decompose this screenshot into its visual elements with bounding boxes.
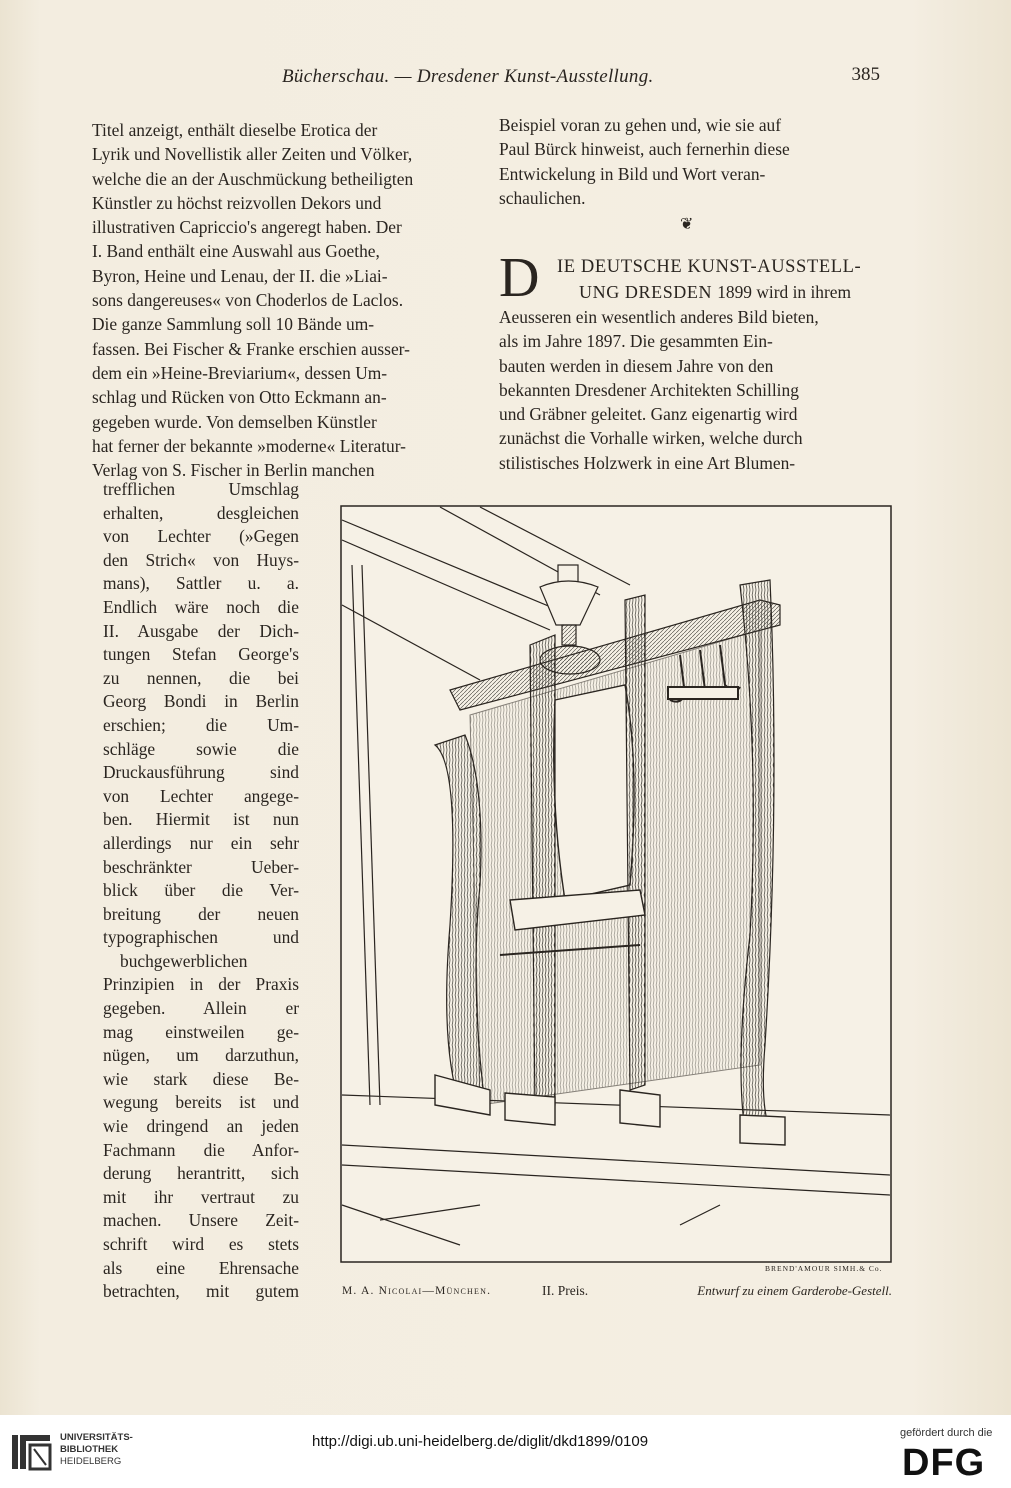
narrow-line: tungen Stefan George's	[103, 644, 299, 665]
narrow-line: gegeben. Allein er	[103, 998, 299, 1019]
right-line: Paul Bürck hinweist, auch fernerhin diese	[499, 139, 790, 160]
narrow-line: erhalten, desgleichen	[103, 502, 299, 523]
viewer-footer	[0, 1415, 1011, 1488]
wardrobe-illustration	[340, 505, 892, 1263]
left-line: welche die an der Auschmückung betheiligten	[92, 168, 414, 189]
narrow-line: betrachten, mit gutem	[103, 1281, 299, 1302]
narrow-line: wegung bereits ist und	[103, 1092, 299, 1113]
heading-line-2	[579, 282, 851, 303]
narrow-line: beschränkter Ueber-	[103, 856, 299, 877]
left-line: sons dangereuses« von Choderlos de Laclos.	[92, 290, 404, 311]
running-head	[92, 62, 892, 92]
left-line: Titel anzeigt, enthält dieselbe Erotica der	[92, 120, 378, 140]
left-line: Byron, Heine und Lenau, der II. die »Liai-	[92, 265, 388, 286]
left-line: Verlag von S. Fischer in Berlin manchen	[92, 460, 375, 481]
narrow-line: nügen, um darzuthun,	[103, 1045, 299, 1066]
center-upright-left	[530, 635, 555, 1110]
dfg-logo: DFG	[902, 1442, 986, 1484]
narrow-line: trefflichen Umschlag	[103, 479, 299, 499]
drop-cap: D	[499, 247, 540, 309]
left-line: gegeben wurde. Von demselben Künstler	[92, 411, 377, 432]
narrow-line: blick über die Ver-	[103, 880, 299, 901]
narrow-line: erschien; die Um-	[103, 714, 299, 735]
left-line: fassen. Bei Fischer & Franke erschien ausser-	[92, 338, 410, 359]
heading-line-1: IE DEUTSCHE KUNST-AUSSTELL-	[557, 257, 862, 277]
mirror-panel	[554, 685, 634, 900]
right-line: stilistisches Holzwerk in eine Art Blumen-	[499, 452, 796, 473]
left-column-narrow-text	[103, 478, 299, 1304]
left-column-text	[92, 118, 475, 482]
left-line: dem ein »Heine-Breviarium«, dessen Um-	[92, 362, 388, 383]
narrow-line: ben. Hiermit ist nun	[103, 809, 299, 830]
narrow-line: von Lechter angege-	[103, 785, 299, 806]
right-line: zunächst die Vorhalle wirken, welche durch	[499, 428, 803, 449]
narrow-line: von Lechter (»Gegen	[103, 526, 299, 547]
right-line: bauten werden in diesem Jahre von den	[499, 355, 774, 376]
narrow-line: mans), Sattler u. a.	[103, 573, 299, 594]
caption-title: Entwurf zu einem Garderobe-Gestell.	[697, 1283, 892, 1298]
right-line: schaulichen.	[499, 187, 586, 208]
caption-artist: M. A. Nicolai—München.	[342, 1285, 492, 1297]
narrow-line: derung herantritt, sich	[103, 1163, 299, 1184]
left-line: illustrativen Capriccio's angeregt haben. Der	[92, 217, 402, 238]
running-title: Bücherschau. — Dresdener Kunst-Ausstellung.	[282, 66, 654, 87]
left-line: hat ferner der bekannte »moderne« Literatur-	[92, 435, 406, 456]
right-line: Aeusseren ein wesentlich anderes Bild bieten,	[499, 307, 819, 327]
narrow-line: schrift wird es stets	[103, 1234, 299, 1254]
funding-label: gefördert durch die	[900, 1427, 993, 1439]
right-line: Entwickelung in Bild und Wort veran-	[499, 163, 766, 184]
narrow-line: schläge sowie die	[103, 738, 299, 759]
right-column-body-text	[499, 305, 884, 475]
library-name: UNIVERSITÄTS- BIBLIOTHEK HEIDELBERG	[60, 1432, 133, 1467]
right-line: bekannten Dresdener Architekten Schilling	[499, 379, 799, 400]
narrow-line: als eine Ehrensache	[103, 1257, 299, 1278]
right-line: als im Jahre 1897. Die gesammten Ein-	[499, 331, 773, 352]
page-number: 385	[851, 64, 880, 85]
narrow-line: machen. Unsere Zeit-	[103, 1210, 299, 1231]
narrow-line: typographischen und	[103, 927, 299, 948]
wardrobe-drawing	[340, 505, 892, 1263]
heading-rest: 1899 wird in ihrem	[717, 282, 852, 302]
narrow-line: Endlich wäre noch die	[103, 596, 299, 617]
permalink-url[interactable]: http://digi.ub.uni-heidelberg.de/diglit/dkd1899/0109	[312, 1433, 649, 1450]
narrow-line: wie stark diese Be-	[103, 1068, 299, 1089]
left-line: Lyrik und Novellistik aller Zeiten und Völker,	[92, 144, 413, 165]
narrow-line: mit ihr vertraut zu	[103, 1186, 299, 1207]
narrow-line: Fachmann die Anfor-	[103, 1139, 299, 1160]
library-seal-icon	[10, 1429, 54, 1478]
caption-prize: II. Preis.	[542, 1283, 589, 1298]
narrow-line: Druckausführung sind	[103, 762, 299, 783]
narrow-line: Georg Bondi in Berlin	[103, 691, 299, 712]
narrow-line: den Strich« von Huys-	[103, 549, 299, 570]
engraver-credit: BREND'AMOUR SIMH.& Co.	[765, 1264, 883, 1273]
narrow-line: buchgewerblichen	[120, 950, 248, 971]
right-line: und Gräbner geleitet. Ganz eigenartig wird	[499, 404, 798, 425]
right-column-top-text	[499, 113, 884, 210]
narrow-line: Prinzipien in der Praxis	[103, 974, 299, 995]
narrow-line: allerdings nur ein sehr	[103, 832, 299, 853]
narrow-line: breitung der neuen	[103, 903, 299, 924]
heading-caps: UNG DRESDEN	[579, 282, 713, 302]
narrow-line: wie dringend an jeden	[103, 1116, 299, 1137]
right-line: Beispiel voran zu gehen und, wie sie auf	[499, 115, 782, 135]
narrow-line: zu nennen, die bei	[103, 667, 299, 688]
figure-caption	[342, 1285, 892, 1303]
left-line: Die ganze Sammlung soll 10 Bände um-	[92, 314, 375, 335]
section-ornament: ❦	[680, 216, 694, 233]
left-line: schlag und Rücken von Otto Eckmann an-	[92, 387, 387, 408]
left-line: Künstler zu höchst reizvollen Dekors und	[92, 192, 382, 213]
left-line: I. Band enthält eine Auswahl aus Goethe,	[92, 241, 380, 262]
narrow-line: mag einstweilen ge-	[103, 1021, 299, 1042]
narrow-line: II. Ausgabe der Dich-	[103, 620, 299, 641]
